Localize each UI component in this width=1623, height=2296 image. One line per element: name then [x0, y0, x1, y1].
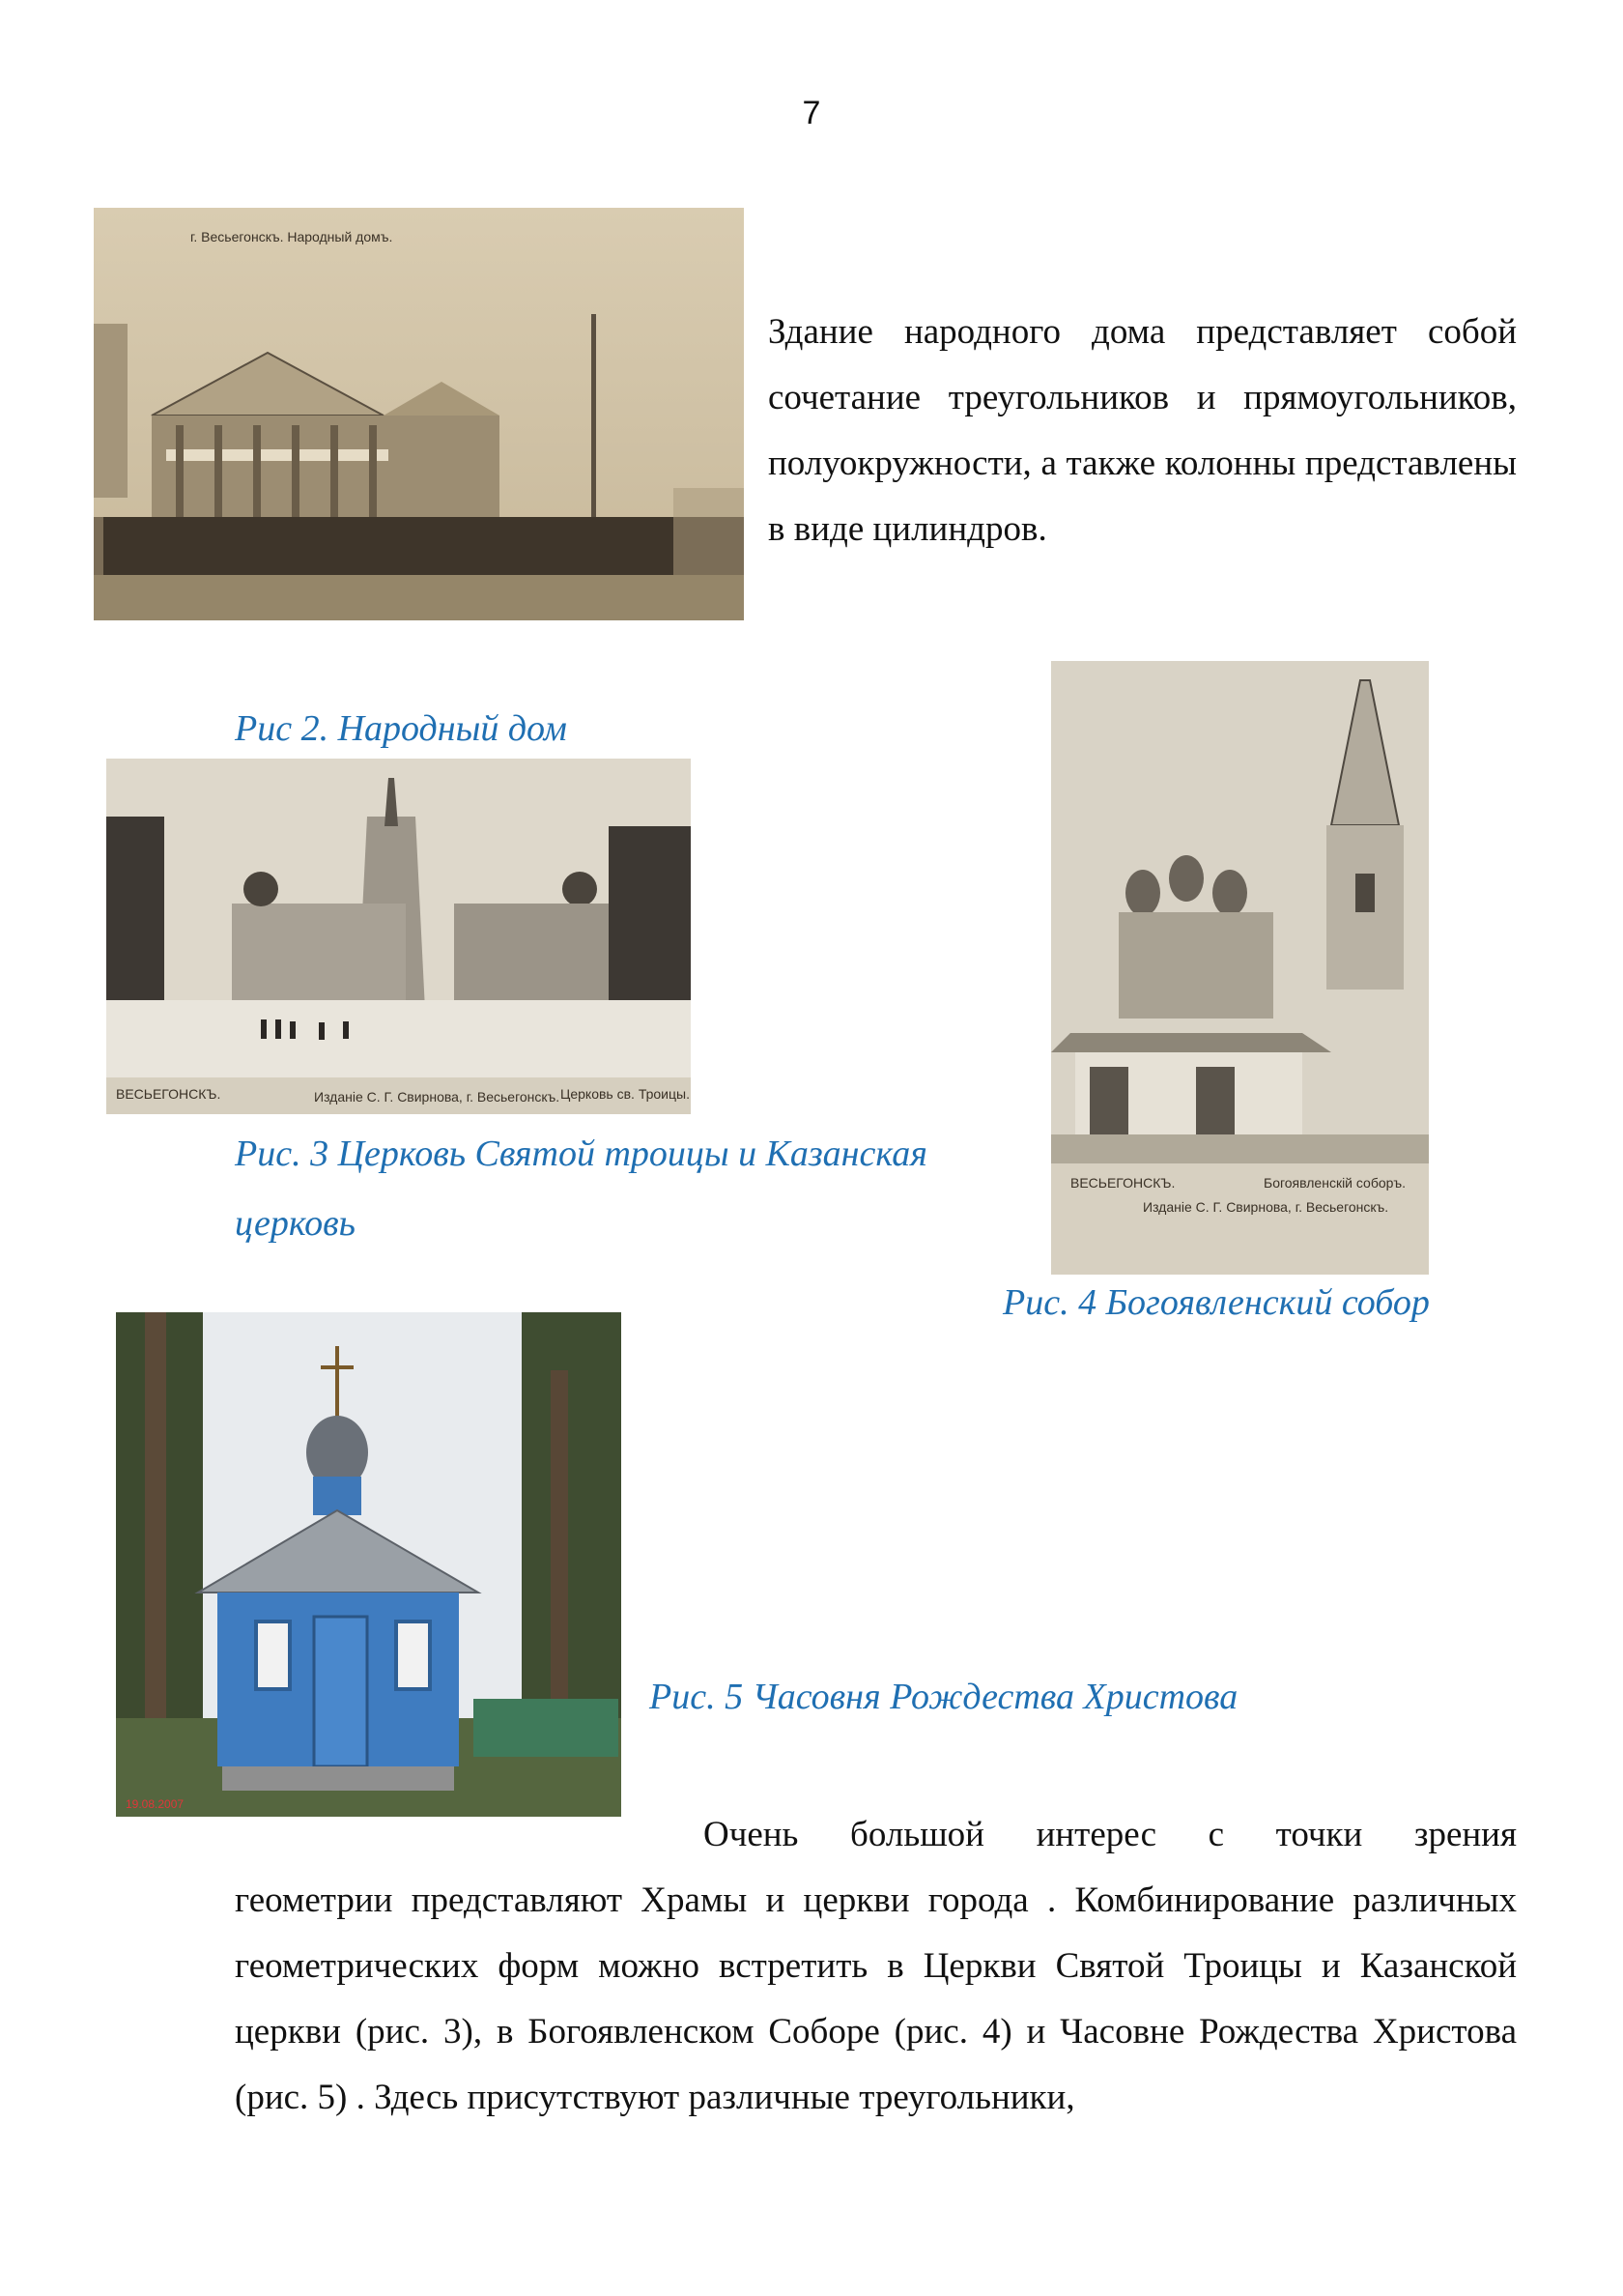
- photo-chapel: [116, 1312, 621, 1817]
- date-stamp: 19.08.2007: [126, 1797, 185, 1811]
- paragraph-body: геометрии представляют Храмы и церкви города . Комбинирование различных геометрических форм можно встретить в Церкви Святой Троицы и Казанской церкви (рис. 3), в Богоявленском Соборе (рис. 4) и Часовне Рождества Христова (рис. 5) . Здесь присутствуют различные треугольники,: [235, 1880, 1517, 2117]
- figure2-description: Здание народного дома представляет собой сочетание треугольников и прямоугольников, полуокружности, а также колонны представлены в виде цилиндров.: [768, 312, 1517, 549]
- paragraph-first-line: Очень большой интерес с точки зрения: [703, 1815, 1517, 1854]
- figure3-caption-line1: Рис. 3 Церковь Святой троицы и Казанская: [235, 1134, 927, 1174]
- stamp-left: ВЕСЬЕГОНСКЪ.: [1070, 1175, 1176, 1191]
- figure3-caption-line2: церковь: [235, 1203, 356, 1244]
- stamp-left: ВЕСЬЕГОНСКЪ.: [116, 1086, 221, 1102]
- photo-epiphany-cathedral: [1051, 661, 1429, 1275]
- stamp-right: Церковь св. Троицы.: [560, 1086, 690, 1102]
- stamp-center: Изданіе С. Г. Свирнова, г. Весьегонскъ.: [314, 1089, 560, 1105]
- stamp-right: Богоявленскій соборъ.: [1264, 1175, 1407, 1191]
- photo-peoples-house: [94, 208, 744, 620]
- figure4-caption: Рис. 4 Богоявленский собор: [1003, 1282, 1430, 1323]
- page-number: 7: [802, 95, 821, 131]
- photo-trinity-church: [106, 759, 691, 1114]
- figure5-caption: Рис. 5 Часовня Рождества Христова: [649, 1677, 1239, 1717]
- figure2-caption: Рис 2. Народный дом: [235, 708, 567, 749]
- photo-label: г. Весьегонскъ. Народный домъ.: [190, 229, 393, 244]
- stamp-center: Изданіе С. Г. Свирнова, г. Весьегонскъ.: [1143, 1199, 1389, 1215]
